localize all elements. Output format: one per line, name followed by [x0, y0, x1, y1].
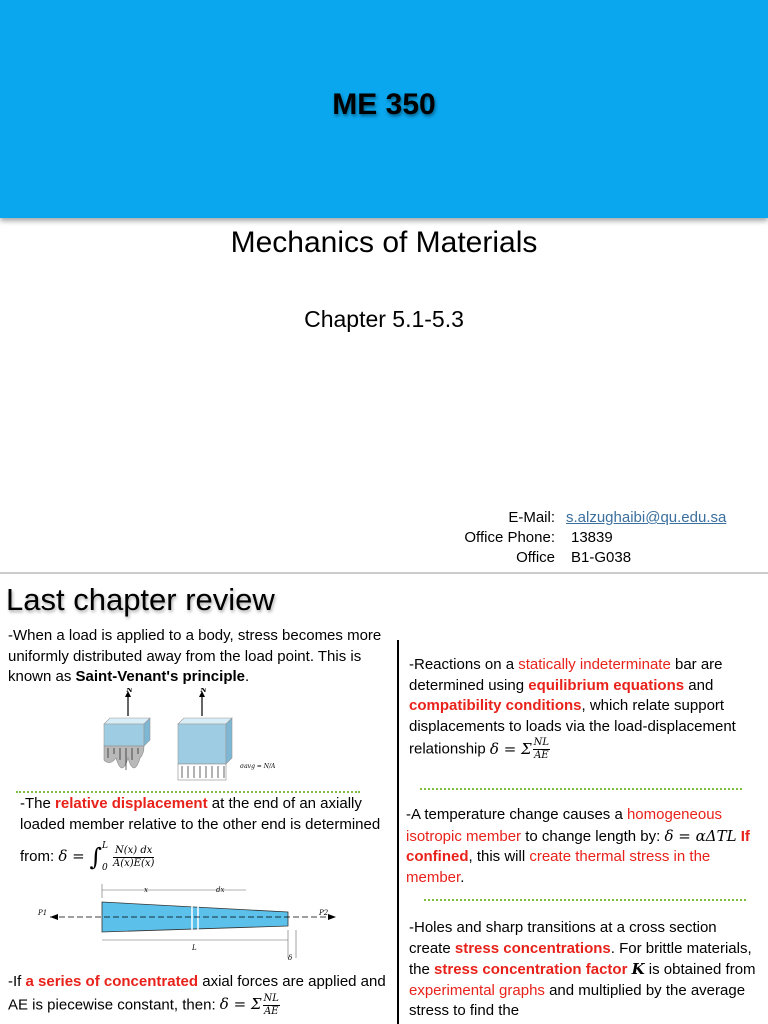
text: is obtained from [644, 961, 756, 978]
eq-lhs: δ = [58, 847, 90, 865]
phone-label: Office Phone: [464, 529, 555, 546]
review-heading: Last chapter review [6, 582, 275, 617]
right-dotted-divider-1 [420, 788, 742, 790]
thermal-equation: δ = αΔTL [664, 826, 737, 845]
int-numerator: N(x) dx [114, 844, 153, 856]
p1-label: P1 [38, 909, 48, 917]
right-paragraph-1 [409, 655, 761, 762]
text: . For brittle materials, the [409, 939, 752, 978]
column-divider [397, 640, 399, 1024]
int-lower: 0 [102, 863, 108, 873]
left-paragraph-3 [8, 972, 394, 1018]
text: and multiplied by the average stress to find the [409, 981, 746, 1019]
text: -The [20, 795, 56, 812]
text: axial forces are applied and AE is piecewise constant, then: [8, 973, 386, 1013]
text: to change length by: [521, 827, 665, 845]
homogeneous-term: homogeneous isotropic member [406, 806, 723, 845]
stress-concentrations-term: stress concentrations [454, 939, 611, 957]
x-label: x [144, 886, 148, 894]
sum-denominator: AE [263, 1005, 279, 1017]
sum-denominator: AE [534, 750, 549, 761]
sum-equation [219, 992, 281, 1017]
text: , this will [468, 848, 530, 865]
text: , which relate support displacements to loads via the load-displacement relationship [409, 697, 736, 758]
integral-equation: δ = ∫ L 0 $\frac{N(x) dx}{A(x)E(x)}$ [58, 847, 155, 865]
delta-label: δ [288, 954, 293, 962]
course-subtitle: Mechanics of Materials [230, 226, 538, 259]
int-upper: L [102, 841, 108, 851]
chapter-label: Chapter 5.1-5.3 [304, 306, 464, 332]
stress-label: σavg = N/A [240, 763, 276, 770]
saint-venant-term: Saint-Venant's principle [75, 668, 245, 685]
int-denominator: A(x)E(x) [112, 857, 155, 869]
series-concentrated-term: a series of concentrated [25, 973, 199, 990]
sum-equation-right [489, 737, 551, 761]
office-value: B1-G038 [571, 549, 632, 566]
text: . [245, 668, 250, 685]
eq-lhs: δ = Σ [489, 739, 532, 758]
k-symbol: K [631, 960, 645, 978]
text: -If [8, 973, 26, 990]
text: -Holes and sharp transitions at a cross section create [409, 919, 717, 957]
text: bar are determined using [409, 656, 723, 694]
email-label: E-Mail: [508, 509, 555, 526]
right-dotted-divider-2 [424, 899, 746, 901]
compatibility-term: compatibility conditions [409, 697, 582, 714]
thermal-stress-term: create thermal stress in the member [406, 848, 711, 886]
dx-label: dx [216, 886, 225, 894]
text: -A temperature change causes a [406, 806, 627, 823]
text: -Reactions on a [409, 656, 519, 673]
right-paragraph-2 [406, 805, 762, 888]
L-label: L [192, 944, 197, 952]
email-link[interactable]: s.alzughaibi@qu.edu.sa [566, 509, 727, 526]
experimental-graphs-term: experimental graphs [409, 981, 545, 999]
sum-numerator: NL [533, 737, 550, 748]
eq-lhs: δ = Σ [219, 995, 262, 1013]
left-paragraph-1 [8, 626, 388, 688]
stress-concentration-factor-term: stress concentration factor [434, 961, 632, 978]
course-title: ME 350 [332, 88, 436, 121]
phone-value: 13839 [571, 529, 613, 546]
saint-venant-figure [98, 688, 284, 792]
left-dotted-divider [16, 791, 360, 793]
statically-indeterminate-term: statically indeterminate [518, 656, 671, 673]
load-label-left: N [126, 688, 133, 694]
tapered-bar-figure [36, 880, 348, 962]
load-label-right: N [200, 688, 207, 694]
relative-displacement-term: relative displacement [55, 795, 208, 812]
p2-label: P2 [319, 909, 329, 917]
slide-separator [0, 572, 768, 574]
if-confined-term: If confined [406, 827, 750, 865]
text: -When a load is applied to a body, stress becomes more uniformly distributed away from the load point. This is known as [8, 627, 382, 685]
office-label: Office [516, 549, 555, 566]
left-paragraph-2 [20, 794, 390, 879]
sum-numerator: NL [263, 992, 279, 1004]
equilibrium-term: equilibrium equations [528, 676, 685, 694]
text: . [460, 868, 465, 886]
right-paragraph-3 [409, 918, 761, 1022]
text: and [684, 676, 714, 694]
text: at the end of an axially loaded member relative to the other end is determined from: [20, 795, 381, 865]
